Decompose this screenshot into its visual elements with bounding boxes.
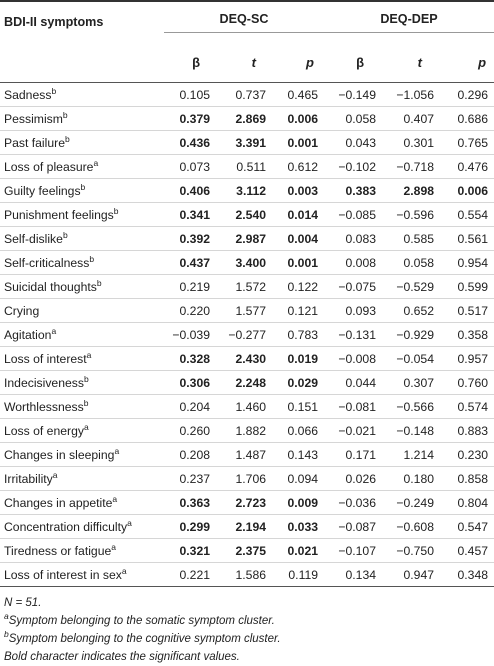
symptom-label: Agitation$^a$ bbox=[0, 323, 164, 347]
symptom-label: Loss of pleasure$^a$ bbox=[0, 155, 164, 179]
dep-beta-cell: −0.107 bbox=[324, 539, 382, 563]
dep-t-cell: 0.301 bbox=[382, 131, 440, 155]
sc-p-cell: 0.001 bbox=[272, 131, 324, 155]
sc-beta-cell: 0.306 bbox=[164, 371, 216, 395]
dep-p-cell: 0.599 bbox=[440, 275, 494, 299]
sc-t-cell: 3.391 bbox=[216, 131, 272, 155]
dep-t-cell: 1.214 bbox=[382, 443, 440, 467]
sc-beta-cell: 0.437 bbox=[164, 251, 216, 275]
dep-beta-cell: 0.134 bbox=[324, 563, 382, 587]
sc-beta-cell: 0.260 bbox=[164, 419, 216, 443]
dep-t-cell: 0.180 bbox=[382, 467, 440, 491]
symptom-label: Tiredness or fatigue$^a$ bbox=[0, 539, 164, 563]
stat-header-t: t bbox=[382, 42, 440, 83]
dep-p-cell: 0.230 bbox=[440, 443, 494, 467]
sc-p-cell: 0.119 bbox=[272, 563, 324, 587]
sc-p-cell: 0.066 bbox=[272, 419, 324, 443]
sc-p-cell: 0.019 bbox=[272, 347, 324, 371]
symptom-label: Indecisiveness$^b$ bbox=[0, 371, 164, 395]
dep-p-cell: 0.883 bbox=[440, 419, 494, 443]
sc-p-cell: 0.783 bbox=[272, 323, 324, 347]
dep-t-cell: −0.596 bbox=[382, 203, 440, 227]
sc-p-cell: 0.003 bbox=[272, 179, 324, 203]
sc-beta-cell: 0.341 bbox=[164, 203, 216, 227]
dep-beta-cell: −0.149 bbox=[324, 83, 382, 107]
dep-p-cell: 0.348 bbox=[440, 563, 494, 587]
symptom-label: Loss of interest$^a$ bbox=[0, 347, 164, 371]
dep-beta-cell: 0.093 bbox=[324, 299, 382, 323]
table-row bbox=[0, 563, 494, 587]
sc-t-cell: 1.572 bbox=[216, 275, 272, 299]
dep-beta-cell: 0.044 bbox=[324, 371, 382, 395]
symptom-label: Guilty feelings$^b$ bbox=[0, 179, 164, 203]
sc-t-cell: 1.882 bbox=[216, 419, 272, 443]
sc-t-cell: 1.586 bbox=[216, 563, 272, 587]
sc-beta-cell: 0.105 bbox=[164, 83, 216, 107]
table-row bbox=[0, 515, 494, 539]
sample-size-note: N = 51. bbox=[4, 597, 42, 609]
sc-t-cell: 1.706 bbox=[216, 467, 272, 491]
dep-beta-cell: −0.021 bbox=[324, 419, 382, 443]
dep-beta-cell: 0.043 bbox=[324, 131, 382, 155]
dep-t-cell: −0.249 bbox=[382, 491, 440, 515]
table-row bbox=[0, 83, 494, 107]
symptom-label: Loss of energy$^a$ bbox=[0, 419, 164, 443]
dep-t-cell: −0.566 bbox=[382, 395, 440, 419]
sc-p-cell: 0.033 bbox=[272, 515, 324, 539]
sc-beta-cell: 0.204 bbox=[164, 395, 216, 419]
sc-p-cell: 0.143 bbox=[272, 443, 324, 467]
sc-p-cell: 0.009 bbox=[272, 491, 324, 515]
dep-beta-cell: −0.008 bbox=[324, 347, 382, 371]
dep-p-cell: 0.760 bbox=[440, 371, 494, 395]
sc-t-cell: 2.194 bbox=[216, 515, 272, 539]
dep-p-cell: 0.476 bbox=[440, 155, 494, 179]
sc-t-cell: 2.987 bbox=[216, 227, 272, 251]
sc-t-cell: 3.112 bbox=[216, 179, 272, 203]
table-row bbox=[0, 491, 494, 515]
dep-p-cell: 0.574 bbox=[440, 395, 494, 419]
sc-t-cell: 2.723 bbox=[216, 491, 272, 515]
group-header-deq-sc: DEQ-SC bbox=[164, 1, 324, 42]
sc-beta-cell: 0.073 bbox=[164, 155, 216, 179]
sc-p-cell: 0.465 bbox=[272, 83, 324, 107]
dep-p-cell: 0.686 bbox=[440, 107, 494, 131]
dep-p-cell: 0.006 bbox=[440, 179, 494, 203]
table-row bbox=[0, 371, 494, 395]
dep-beta-cell: −0.036 bbox=[324, 491, 382, 515]
sc-t-cell: 2.869 bbox=[216, 107, 272, 131]
symptom-label: Pessimism$^b$ bbox=[0, 107, 164, 131]
sc-t-cell: 0.511 bbox=[216, 155, 272, 179]
sc-p-cell: 0.121 bbox=[272, 299, 324, 323]
dep-p-cell: 0.554 bbox=[440, 203, 494, 227]
sc-beta-cell: 0.221 bbox=[164, 563, 216, 587]
dep-beta-cell: 0.171 bbox=[324, 443, 382, 467]
dep-t-cell: −0.750 bbox=[382, 539, 440, 563]
dep-beta-cell: −0.131 bbox=[324, 323, 382, 347]
dep-t-cell: −0.929 bbox=[382, 323, 440, 347]
sc-beta-cell: 0.237 bbox=[164, 467, 216, 491]
dep-beta-cell: 0.383 bbox=[324, 179, 382, 203]
footnote-a: $^a$Symptom belonging to the somatic symptom cluster. bbox=[4, 611, 275, 627]
symptom-label: Irritability$^a$ bbox=[0, 467, 164, 491]
dep-p-cell: 0.547 bbox=[440, 515, 494, 539]
sc-beta-cell: 0.321 bbox=[164, 539, 216, 563]
dep-t-cell: 0.407 bbox=[382, 107, 440, 131]
stat-header-beta: β bbox=[324, 42, 382, 83]
sc-p-cell: 0.006 bbox=[272, 107, 324, 131]
symptom-label: Changes in appetite$^a$ bbox=[0, 491, 164, 515]
sc-t-cell: 0.737 bbox=[216, 83, 272, 107]
dep-t-cell: −0.054 bbox=[382, 347, 440, 371]
sc-t-cell: 2.248 bbox=[216, 371, 272, 395]
stat-header-p: p bbox=[440, 42, 494, 83]
dep-beta-cell: −0.087 bbox=[324, 515, 382, 539]
sc-t-cell: 2.540 bbox=[216, 203, 272, 227]
sc-p-cell: 0.612 bbox=[272, 155, 324, 179]
dep-p-cell: 0.765 bbox=[440, 131, 494, 155]
group-header-deq-dep: DEQ-DEP bbox=[324, 1, 494, 42]
dep-p-cell: 0.954 bbox=[440, 251, 494, 275]
table-row bbox=[0, 539, 494, 563]
dep-p-cell: 0.804 bbox=[440, 491, 494, 515]
sc-beta-cell: 0.328 bbox=[164, 347, 216, 371]
sc-t-cell: 2.430 bbox=[216, 347, 272, 371]
symptom-label: Punishment feelings$^b$ bbox=[0, 203, 164, 227]
sc-p-cell: 0.004 bbox=[272, 227, 324, 251]
table-row bbox=[0, 155, 494, 179]
dep-p-cell: 0.957 bbox=[440, 347, 494, 371]
symptom-label: Loss of interest in sex$^a$ bbox=[0, 563, 164, 587]
dep-beta-cell: −0.085 bbox=[324, 203, 382, 227]
sc-p-cell: 0.029 bbox=[272, 371, 324, 395]
dep-t-cell: −0.148 bbox=[382, 419, 440, 443]
table-row bbox=[0, 395, 494, 419]
table-row bbox=[0, 275, 494, 299]
table-row bbox=[0, 419, 494, 443]
symptom-label: Past failure$^b$ bbox=[0, 131, 164, 155]
sc-t-cell: 1.487 bbox=[216, 443, 272, 467]
sc-p-cell: 0.021 bbox=[272, 539, 324, 563]
table-row bbox=[0, 323, 494, 347]
dep-p-cell: 0.858 bbox=[440, 467, 494, 491]
sc-p-cell: 0.151 bbox=[272, 395, 324, 419]
sc-beta-cell: 0.392 bbox=[164, 227, 216, 251]
dep-beta-cell: −0.102 bbox=[324, 155, 382, 179]
symptom-label: Suicidal thoughts$^b$ bbox=[0, 275, 164, 299]
sc-beta-cell: 0.379 bbox=[164, 107, 216, 131]
dep-beta-cell: −0.081 bbox=[324, 395, 382, 419]
sc-beta-cell: 0.436 bbox=[164, 131, 216, 155]
table-row bbox=[0, 131, 494, 155]
sc-p-cell: 0.122 bbox=[272, 275, 324, 299]
symptom-label: Self-criticalness$^b$ bbox=[0, 251, 164, 275]
table-row bbox=[0, 251, 494, 275]
table-row bbox=[0, 299, 494, 323]
table-row bbox=[0, 107, 494, 131]
symptom-label: Concentration difficulty$^a$ bbox=[0, 515, 164, 539]
table-row bbox=[0, 347, 494, 371]
dep-beta-cell: 0.008 bbox=[324, 251, 382, 275]
dep-p-cell: 0.517 bbox=[440, 299, 494, 323]
dep-t-cell: 0.947 bbox=[382, 563, 440, 587]
dep-beta-cell: 0.083 bbox=[324, 227, 382, 251]
stat-header-p: p bbox=[272, 42, 324, 83]
dep-beta-cell: −0.075 bbox=[324, 275, 382, 299]
symptom-label: Crying bbox=[0, 299, 164, 323]
dep-t-cell: −1.056 bbox=[382, 83, 440, 107]
symptom-label: Self-dislike$^b$ bbox=[0, 227, 164, 251]
footnote-bold: Bold character indicates the significant values. bbox=[4, 651, 240, 663]
dep-t-cell: 0.585 bbox=[382, 227, 440, 251]
sc-beta-cell: 0.299 bbox=[164, 515, 216, 539]
dep-p-cell: 0.457 bbox=[440, 539, 494, 563]
sc-t-cell: 1.460 bbox=[216, 395, 272, 419]
sc-beta-cell: 0.220 bbox=[164, 299, 216, 323]
sc-p-cell: 0.094 bbox=[272, 467, 324, 491]
dep-t-cell: 0.307 bbox=[382, 371, 440, 395]
table-row bbox=[0, 227, 494, 251]
stat-header-beta: β bbox=[164, 42, 216, 83]
sc-beta-cell: 0.406 bbox=[164, 179, 216, 203]
sc-beta-cell: 0.219 bbox=[164, 275, 216, 299]
dep-p-cell: 0.358 bbox=[440, 323, 494, 347]
table-row bbox=[0, 443, 494, 467]
dep-t-cell: −0.529 bbox=[382, 275, 440, 299]
dep-t-cell: 2.898 bbox=[382, 179, 440, 203]
dep-t-cell: −0.608 bbox=[382, 515, 440, 539]
sc-beta-cell: 0.363 bbox=[164, 491, 216, 515]
dep-t-cell: 0.652 bbox=[382, 299, 440, 323]
symptom-label: Worthlessness$^b$ bbox=[0, 395, 164, 419]
table-row bbox=[0, 179, 494, 203]
sc-beta-cell: 0.208 bbox=[164, 443, 216, 467]
sc-t-cell: 1.577 bbox=[216, 299, 272, 323]
sc-t-cell: 2.375 bbox=[216, 539, 272, 563]
table-footnotes bbox=[0, 587, 494, 666]
column-header-symptoms: BDI-II symptoms bbox=[0, 1, 164, 42]
dep-beta-cell: 0.058 bbox=[324, 107, 382, 131]
footnote-b: $^b$Symptom belonging to the cognitive symptom cluster. bbox=[4, 629, 281, 645]
symptom-label: Changes in sleeping$^a$ bbox=[0, 443, 164, 467]
dep-beta-cell: 0.026 bbox=[324, 467, 382, 491]
sc-beta-cell: −0.039 bbox=[164, 323, 216, 347]
dep-p-cell: 0.296 bbox=[440, 83, 494, 107]
symptom-label: Sadness$^b$ bbox=[0, 83, 164, 107]
sc-t-cell: 3.400 bbox=[216, 251, 272, 275]
table-row bbox=[0, 467, 494, 491]
dep-t-cell: 0.058 bbox=[382, 251, 440, 275]
sc-p-cell: 0.014 bbox=[272, 203, 324, 227]
table-row bbox=[0, 203, 494, 227]
stat-header-t: t bbox=[216, 42, 272, 83]
sc-p-cell: 0.001 bbox=[272, 251, 324, 275]
dep-t-cell: −0.718 bbox=[382, 155, 440, 179]
sc-t-cell: −0.277 bbox=[216, 323, 272, 347]
dep-p-cell: 0.561 bbox=[440, 227, 494, 251]
